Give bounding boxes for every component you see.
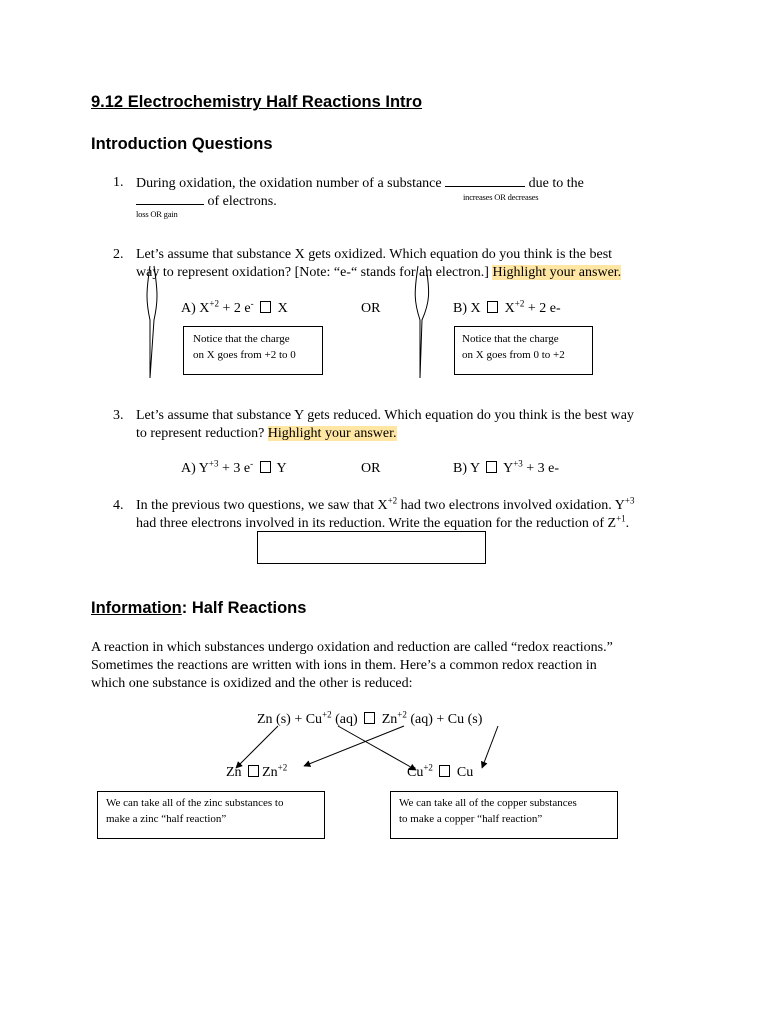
option-b-oxidation[interactable]: B) X $X^{+2} + 2$ e- <box>453 298 561 316</box>
answer-blank-2[interactable] <box>136 192 204 205</box>
question-2-number: 2. <box>113 247 124 262</box>
question-4-line2: had three electrons involved in its reduction. Write the equation for the reduction of $Z^{+1}$. <box>136 513 630 531</box>
info-paragraph-line1: A reaction in which substances undergo oxidation and reduction are called “redox reactions.” <box>91 640 613 655</box>
or-label-2: OR <box>361 301 381 316</box>
answer-blank-1[interactable] <box>445 174 525 187</box>
page-title: 9.12 Electrochemistry Half Reactions Intro <box>91 93 423 111</box>
arrow-icon <box>260 301 271 313</box>
question-3-number: 3. <box>113 408 124 423</box>
question-2-line2: way to represent oxidation? [Note: “e-“ stands for an electron.] Highlight your answer. <box>136 265 622 280</box>
question-2-line1: Let’s assume that substance X gets oxidized. Which equation do you think is the best <box>136 247 613 262</box>
answer-box-q4[interactable] <box>257 531 486 564</box>
question-3-line1: Let’s assume that substance Y gets reduced. Which equation do you think is the best way <box>136 408 634 423</box>
arrow-icon <box>487 301 498 313</box>
question-1-number: 1. <box>113 175 124 190</box>
arrow-icon <box>439 765 450 777</box>
note-box-b: Notice that the charge on X goes from 0 to +2 <box>454 326 593 375</box>
copper-half-reaction: $Cu^{+2}$ Cu <box>407 762 474 780</box>
question-4-number: 4. <box>113 498 124 513</box>
or-label-3: OR <box>361 461 381 476</box>
redox-reaction-equation: Zn $(s) + Cu^{+2}$ (aq) $Zn^{+2}$ (aq) + Cu (s) <box>257 709 483 727</box>
arrow-icon <box>486 461 497 473</box>
hint-loss-gain: loss OR gain <box>136 209 178 219</box>
question-1-line2: of electrons. <box>136 192 277 210</box>
info-paragraph-line3: which one substance is oxidized and the other is reduced: <box>91 676 413 691</box>
highlight-your-answer-2: Highlight your answer. <box>492 265 622 280</box>
arrow-icon <box>248 765 259 777</box>
arrow-icon <box>260 461 271 473</box>
section-heading-information: Information: Half Reactions <box>91 599 307 617</box>
copper-note-box: We can take all of the copper substances to make a copper “half reaction” <box>390 791 618 839</box>
option-b-reduction[interactable]: B) Y $Y^{+3} + 3$ e- <box>453 458 560 476</box>
info-paragraph-line2: Sometimes the reactions are written with ions in them. Here’s a common redox reaction in <box>91 658 597 673</box>
highlight-your-answer-3: Highlight your answer. <box>267 426 397 441</box>
option-a-reduction[interactable]: A) $Y^{+3} + 3$ e- Y <box>181 458 287 476</box>
hint-increases-decreases: increases OR decreases <box>463 192 539 202</box>
question-4-line1: In the previous two questions, we saw that $X^{+2}$ had two electrons involved oxidation. $Y^{+3}$ <box>136 495 635 513</box>
zinc-note-box: We can take all of the zinc substances to make a zinc “half reaction” <box>97 791 325 839</box>
question-1-line1: During oxidation, the oxidation number of a substance due to the <box>136 176 584 191</box>
option-a-oxidation[interactable]: A) $X^{+2} + 2$ e- X <box>181 298 288 316</box>
note-box-a: Notice that the charge on X goes from +2 to 0 <box>183 326 323 375</box>
section-heading-introduction: Introduction Questions <box>91 135 273 153</box>
question-3-line2: to represent reduction? Highlight your answer. <box>136 426 397 441</box>
zinc-half-reaction: Zn $Zn^{+2}$ <box>226 762 288 780</box>
